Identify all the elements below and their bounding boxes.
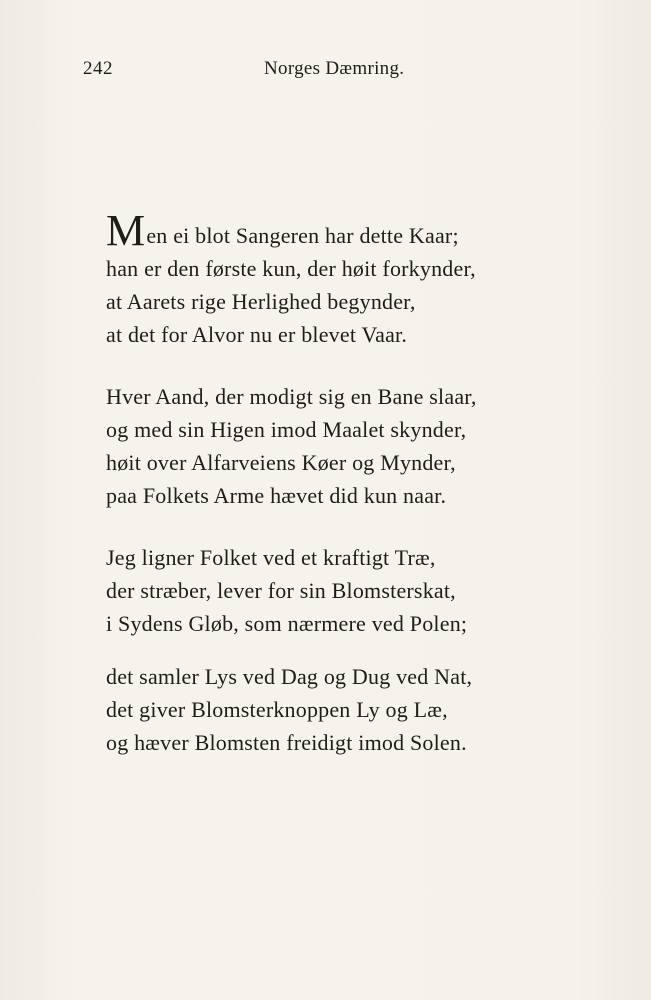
stanza [106,660,626,759]
poem-line: i Sydens Gløb, som nærmere ved Polen; [106,611,468,636]
poem-line: at Aarets rige Herlighed begynder, [106,289,416,314]
poem-line-text: en ei blot Sangeren har dette Kaar; [146,223,459,248]
poem-line [106,206,626,255]
stanza [106,380,626,512]
stanza [106,206,626,351]
page-header [0,58,651,88]
poem [106,206,626,788]
poem-line: Jeg ligner Folket ved et kraftigt Træ, [106,545,436,570]
poem-line: han er den første kun, der høit forkynder, [106,256,476,281]
poem-line: der stræber, lever for sin Blomsterskat, [106,578,456,603]
poem-line: det samler Lys ved Dag og Dug ved Nat, [106,664,473,689]
drop-cap-initial: M [106,206,146,255]
poem-line: Hver Aand, der modigt sig en Bane slaar, [106,384,477,409]
poem-line: høit over Alfarveiens Køer og Mynder, [106,450,456,475]
poem-line: og hæver Blomsten freidigt imod Solen. [106,730,467,755]
poem-line: at det for Alvor nu er blevet Vaar. [106,322,408,347]
page-number: 242 [83,58,113,79]
stanza [106,541,626,640]
poem-line: og med sin Higen imod Maalet skynder, [106,417,467,442]
poem-line: det giver Blomsterknoppen Ly og Læ, [106,697,448,722]
poem-line: paa Folkets Arme hævet did kun naar. [106,483,447,508]
running-title: Norges Dæmring. [264,58,405,79]
